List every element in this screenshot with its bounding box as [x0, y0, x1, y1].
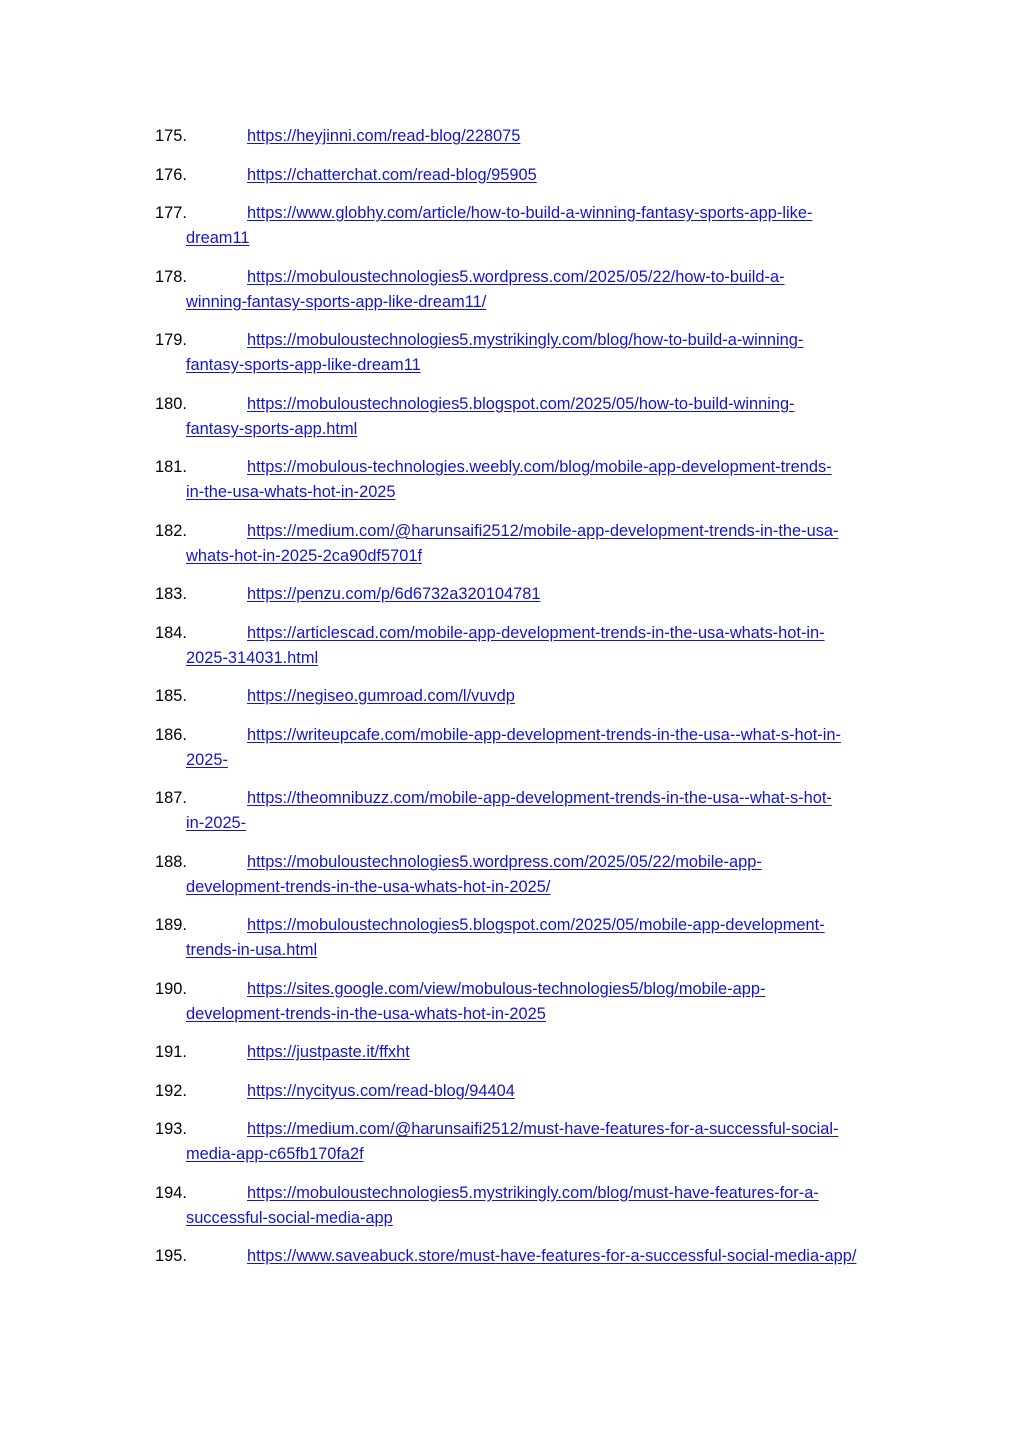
list-item	[155, 621, 915, 671]
url-continuation-line	[155, 417, 915, 442]
url-link[interactable]: https://mobuloustechnologies5.mystrikingly.com/blog/must-have-features-for-a-	[247, 1183, 819, 1202]
url-link-continuation[interactable]: whats-hot-in-2025-2ca90df5701f	[186, 546, 422, 565]
url-link-continuation[interactable]: 2025-314031.html	[186, 648, 319, 667]
url-link-continuation[interactable]: development-trends-in-the-usa-whats-hot-in-2025/	[186, 877, 551, 896]
list-item	[155, 977, 915, 1027]
url-continuation-line	[155, 1206, 915, 1231]
list-item	[155, 455, 915, 505]
url-link[interactable]: https://medium.com/@harunsaifi2512/mobile-app-development-trends-in-the-usa-	[247, 521, 839, 540]
url-link[interactable]: https://nycityus.com/read-blog/94404	[247, 1081, 515, 1100]
url-link-continuation[interactable]: winning-fantasy-sports-app-like-dream11/	[186, 292, 487, 311]
list-item	[155, 786, 915, 836]
item-number: 193.	[155, 1120, 187, 1138]
list-item	[155, 519, 915, 569]
url-link-continuation[interactable]: 2025-	[186, 750, 228, 769]
url-link[interactable]: https://heyjinni.com/read-blog/228075	[247, 127, 521, 145]
url-link[interactable]: https://theomnibuzz.com/mobile-app-development-trends-in-the-usa--what-s-hot-	[247, 789, 832, 807]
url-continuation-line	[155, 748, 915, 773]
item-number: 177.	[155, 204, 187, 222]
url-link[interactable]: https://negiseo.gumroad.com/l/vuvdp	[247, 687, 515, 705]
url-link[interactable]: https://sites.google.com/view/mobulous-technologies5/blog/mobile-app-	[247, 979, 766, 998]
url-link-continuation[interactable]: in-2025-	[186, 814, 247, 832]
item-number: 190.	[155, 979, 187, 998]
list-item	[155, 124, 915, 149]
url-continuation-line	[155, 1142, 915, 1167]
list-item	[155, 1079, 915, 1104]
url-continuation-line	[155, 290, 915, 315]
item-number: 183.	[155, 585, 187, 603]
item-number: 182.	[155, 521, 187, 540]
url-continuation-line	[155, 811, 915, 836]
url-continuation-line	[155, 480, 915, 505]
url-link[interactable]: https://mobuloustechnologies5.wordpress.com/2025/05/22/how-to-build-a-	[247, 267, 785, 286]
list-item	[155, 392, 915, 442]
link-list	[155, 124, 915, 1283]
list-item	[155, 1244, 915, 1269]
url-link-continuation[interactable]: successful-social-media-app	[186, 1208, 393, 1227]
url-link-continuation[interactable]: fantasy-sports-app-like-dream11	[186, 356, 421, 374]
item-number: 176.	[155, 165, 187, 184]
url-link[interactable]: https://www.saveabuck.store/must-have-features-for-a-successful-social-media-app/	[247, 1247, 857, 1265]
url-link-continuation[interactable]: fantasy-sports-app.html	[186, 419, 358, 438]
item-number: 192.	[155, 1081, 187, 1100]
url-link[interactable]: https://medium.com/@harunsaifi2512/must-have-features-for-a-successful-social-	[247, 1120, 839, 1138]
url-link-continuation[interactable]: in-the-usa-whats-hot-in-2025	[186, 483, 396, 501]
list-item	[155, 913, 915, 963]
url-link[interactable]: https://justpaste.it/ffxht	[247, 1043, 410, 1061]
url-continuation-line	[155, 646, 915, 671]
item-number: 175.	[155, 127, 187, 145]
item-number: 188.	[155, 852, 187, 871]
url-link-continuation[interactable]: media-app-c65fb170fa2f	[186, 1145, 364, 1163]
list-item	[155, 723, 915, 773]
url-link[interactable]: https://articlescad.com/mobile-app-development-trends-in-the-usa-whats-hot-in-	[247, 623, 825, 642]
url-link[interactable]: https://mobuloustechnologies5.wordpress.com/2025/05/22/mobile-app-	[247, 852, 762, 871]
item-number: 194.	[155, 1183, 187, 1202]
item-number: 191.	[155, 1043, 187, 1061]
list-item	[155, 1181, 915, 1231]
url-link[interactable]: https://www.globhy.com/article/how-to-build-a-winning-fantasy-sports-app-like-	[247, 204, 813, 222]
url-continuation-line	[155, 353, 915, 378]
item-number: 180.	[155, 394, 187, 413]
url-link[interactable]: https://chatterchat.com/read-blog/95905	[247, 165, 537, 184]
url-continuation-line	[155, 226, 915, 251]
url-link[interactable]: https://mobuloustechnologies5.mystrikingly.com/blog/how-to-build-a-winning-	[247, 331, 804, 349]
item-number: 186.	[155, 725, 187, 744]
url-link[interactable]: https://mobulous-technologies.weebly.com/blog/mobile-app-development-trends-	[247, 458, 832, 476]
list-item	[155, 1117, 915, 1167]
item-number: 189.	[155, 916, 187, 934]
url-continuation-line	[155, 1002, 915, 1027]
list-item	[155, 163, 915, 188]
list-item	[155, 1040, 915, 1065]
list-item	[155, 201, 915, 251]
list-item	[155, 328, 915, 378]
url-continuation-line	[155, 938, 915, 963]
list-item	[155, 582, 915, 607]
url-continuation-line	[155, 875, 915, 900]
url-link[interactable]: https://mobuloustechnologies5.blogspot.com/2025/05/mobile-app-development-	[247, 916, 825, 934]
list-item	[155, 684, 915, 709]
url-link[interactable]: https://mobuloustechnologies5.blogspot.com/2025/05/how-to-build-winning-	[247, 394, 795, 413]
url-link-continuation[interactable]: development-trends-in-the-usa-whats-hot-in-2025	[186, 1004, 546, 1023]
item-number: 184.	[155, 623, 187, 642]
item-number: 195.	[155, 1247, 187, 1265]
url-link-continuation[interactable]: dream11	[186, 229, 250, 247]
url-link[interactable]: https://penzu.com/p/6d6732a320104781	[247, 585, 541, 603]
item-number: 185.	[155, 687, 187, 705]
item-number: 178.	[155, 267, 187, 286]
item-number: 187.	[155, 789, 187, 807]
item-number: 179.	[155, 331, 187, 349]
url-link[interactable]: https://writeupcafe.com/mobile-app-development-trends-in-the-usa--what-s-hot-in-	[247, 725, 841, 744]
url-continuation-line	[155, 544, 915, 569]
item-number: 181.	[155, 458, 187, 476]
list-item	[155, 850, 915, 900]
url-link-continuation[interactable]: trends-in-usa.html	[186, 941, 318, 959]
list-item	[155, 265, 915, 315]
